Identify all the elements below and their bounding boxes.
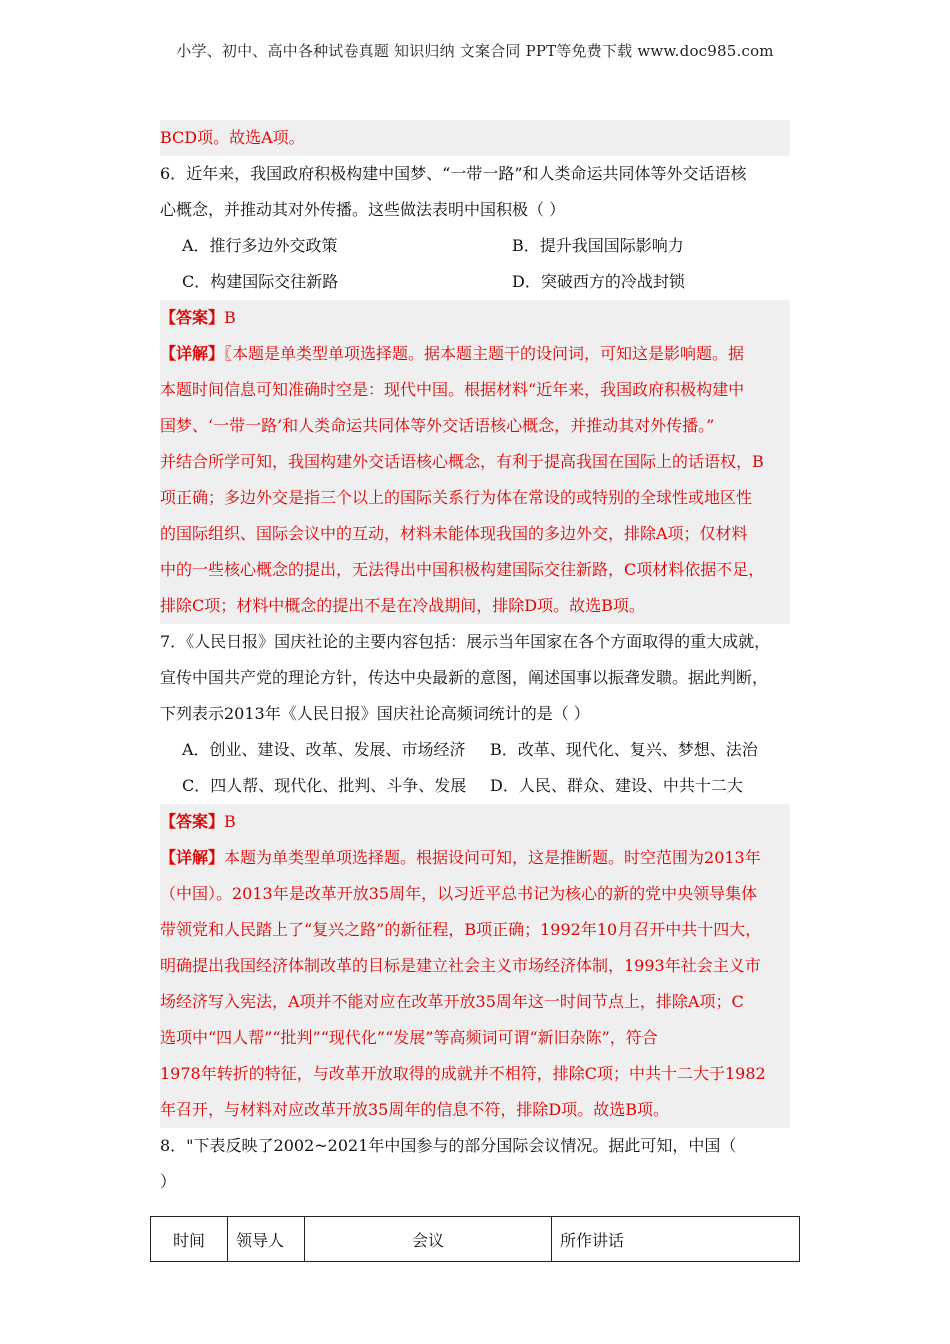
q8-stem-line-1: 8．"下表反映了2002~2021年中国参与的部分国际会议情况。据此可知，中国（ [160, 1136, 737, 1155]
q7-detail-line-4: 明确提出我国经济体制改革的目标是建立社会主义市场经济体制，1993年社会主义市 [160, 956, 761, 975]
table-header-speech: 所作讲话 [552, 1217, 800, 1262]
table-header-row [151, 1217, 800, 1262]
question-6 [160, 156, 790, 624]
q6-option-d: D．突破西方的冷战封锁 [512, 272, 685, 291]
q7-answer-value: B [224, 812, 236, 831]
q6-options-row-2 [160, 264, 790, 300]
q7-stem-line-2: 宣传中国共产党的理论方针，传达中央最新的意图，阐述国事以振聋发聩。据此判断， [160, 668, 769, 687]
q7-options-row-1 [160, 732, 790, 768]
q7-stem-line-3: 下列表示2013年《人民日报》国庆社论高频词统计的是（ ） [160, 704, 590, 723]
q7-detail-label: 【详解】 [160, 848, 225, 867]
q6-detail-label: 【详解】 [160, 344, 225, 363]
q7-detail-line-2: （中国）。2013年是改革开放35周年，以习近平总书记为核心的新的党中央领导集体 [160, 884, 758, 903]
q6-detail-line-6: 的国际组织、国际会议中的互动，材料未能体现我国的多边外交，排除A项；仅材料 [160, 524, 748, 543]
q6-detail-line-5: 项正确；多边外交是指三个以上的国际关系行为体在常设的或特别的全球性或地区性 [160, 488, 753, 507]
q7-option-a: A．创业、建设、改革、发展、市场经济 [182, 740, 466, 759]
page-header: 小学、初中、高中各种试卷真题 知识归纳 文案合同 PPT等免费下载 www.doc985.com [176, 42, 774, 60]
q6-answer-label: 【答案】 [160, 308, 225, 327]
q7-answer-block [160, 804, 790, 1128]
q7-detail-line-5: 场经济写入宪法，A项并不能对应在改革开放35周年这一时间节点上，排除A项；C [160, 992, 744, 1011]
q6-detail-text: 〖本题是单类型单项选择题。据本题主题干的设问词，可知这是影响题。据 [224, 344, 745, 363]
question-8 [160, 1128, 790, 1200]
q7-option-b: B．改革、现代化、复兴、梦想、法治 [490, 740, 758, 759]
table-header-meeting: 会议 [305, 1217, 552, 1262]
q7-detail-line-7: 1978年转折的特征，与改革开放取得的成就并不相符，排除C项；中共十二大于1982 [160, 1064, 766, 1083]
q7-option-d: D．人民、群众、建设、中共十二大 [490, 776, 743, 795]
q6-options-row-1 [160, 228, 790, 264]
q6-detail-line-4: 并结合所学可知，我国构建外交话语核心概念，有利于提高我国在国际上的话语权，B [160, 452, 764, 471]
q6-answer [160, 300, 790, 336]
q6-detail-line-3: 国梦、‘一带一路’和人类命运共同体等外交话语核心概念，并推动其对外传播。” [160, 416, 715, 435]
q8-meeting-table [150, 1216, 800, 1262]
q6-option-c: C．构建国际交往新路 [182, 272, 339, 291]
q7-options-row-2 [160, 768, 790, 804]
q7-stem-line-1: 7．《人民日报》国庆社论的主要内容包括：展示当年国家在各个方面取得的重大成就， [160, 632, 771, 651]
table-header-time: 时间 [151, 1217, 228, 1262]
q7-answer-label: 【答案】 [160, 812, 225, 831]
q6-stem-line-1: 6．近年来，我国政府积极构建中国梦、“一带一路”和人类命运共同体等外交话语核 [160, 164, 747, 183]
question-7 [160, 624, 790, 1128]
q7-detail-line-1 [160, 840, 790, 876]
q6-detail-line-1 [160, 336, 790, 372]
q7-option-c: C．四人帮、现代化、批判、斗争、发展 [182, 776, 467, 795]
document-body [160, 120, 790, 1200]
q6-stem-line-2: 心概念，并推动其对外传播。这些做法表明中国积极（ ） [160, 200, 566, 219]
q6-option-a: A．推行多边外交政策 [182, 236, 338, 255]
q7-detail-line-6: 选项中“四人帮”“批判”“现代化”“发展”等高频词可谓“新旧杂陈”，符合 [160, 1028, 658, 1047]
q6-detail-line-2: 本题时间信息可知准确时空是：现代中国。根据材料“近年来，我国政府积极构建中 [160, 380, 745, 399]
q8-stem-line-2: ） [160, 1172, 177, 1191]
q6-answer-value: B [224, 308, 236, 327]
q7-answer [160, 804, 790, 840]
q6-option-b: B．提升我国国际影响力 [512, 236, 684, 255]
table-header-leader: 领导人 [228, 1217, 305, 1262]
previous-answer-tail: BCD项。故选A项。 [160, 120, 790, 156]
q7-detail-line-8: 年召开，与材料对应改革开放35周年的信息不符，排除D项。故选B项。 [160, 1100, 669, 1119]
q6-detail-line-7: 中的一些核心概念的提出，无法得出中国积极构建国际交往新路，C项材料依据不足， [160, 560, 765, 579]
q6-detail-line-8: 排除C项；材料中概念的提出不是在冷战期间，排除D项。故选B项。 [160, 596, 645, 615]
q7-detail-text: 本题为单类型单项选择题。根据设问可知，这是推断题。时空范围为2013年 [224, 848, 761, 867]
q6-answer-block [160, 300, 790, 624]
q7-detail-line-3: 带领党和人民踏上了“复兴之路”的新征程，B项正确；1992年10月召开中共十四大， [160, 920, 762, 939]
